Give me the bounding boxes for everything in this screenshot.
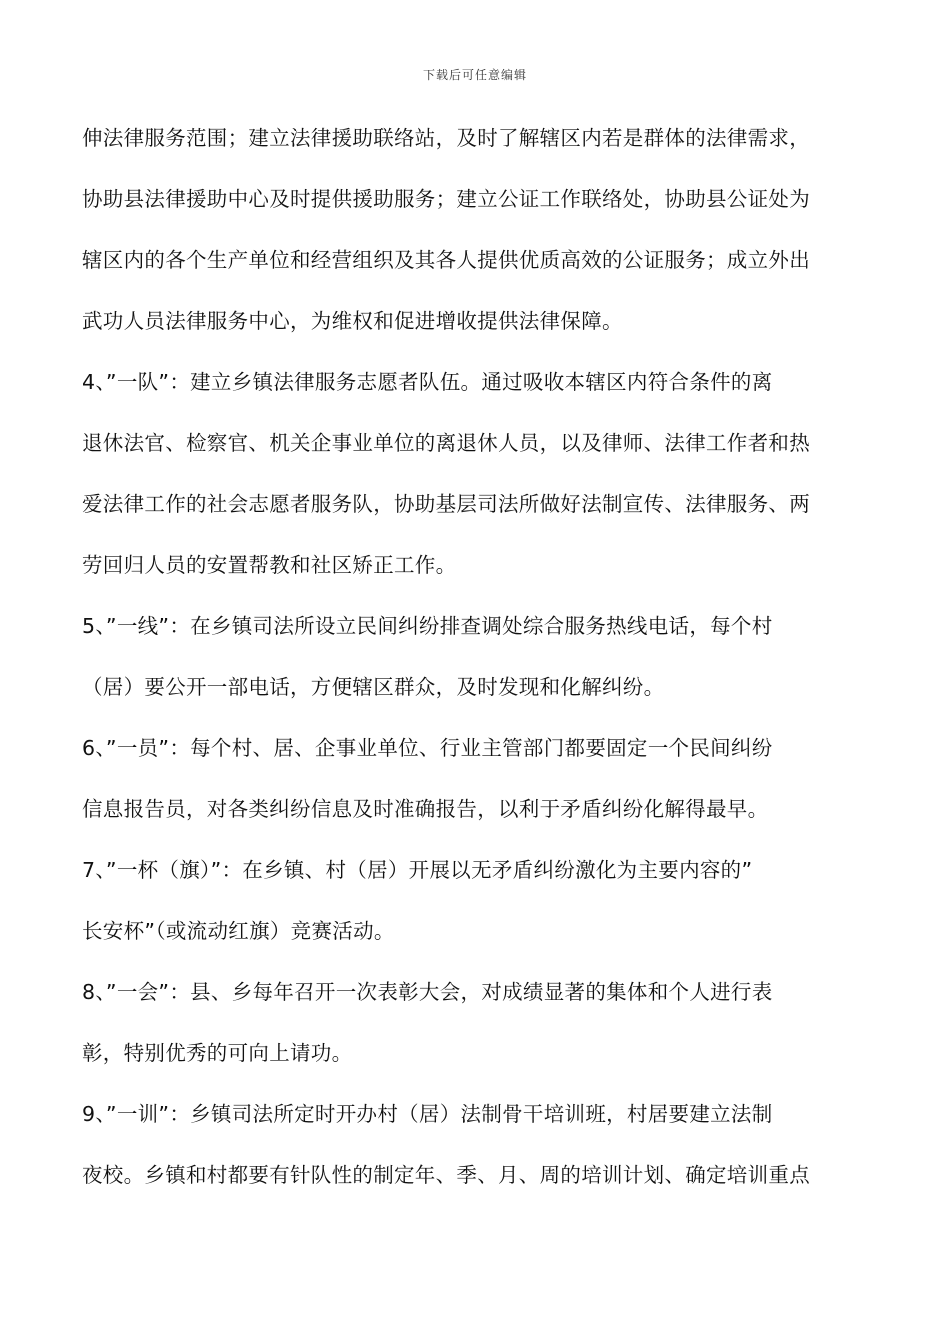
text-line: 伸法律服务范围；建立法律援助联络站，及时了解辖区内若是群体的法律需求， (82, 126, 810, 150)
text-line: 8、”一会”：县、乡每年召开一次表彰大会，对成绩显著的集体和个人进行表 (82, 980, 773, 1004)
text-line: 长安杯”（或流动红旗）竞赛活动。 (82, 919, 395, 943)
document-body (82, 116, 872, 1214)
text-line: 信息报告员，对各类纠纷信息及时准确报告，以利于矛盾纠纷化解得最早。 (82, 797, 769, 821)
text-line: 5、”一线”：在乡镇司法所设立民间纠纷排查调处综合服务热线电话，每个村 (82, 614, 773, 638)
text-line: 退休法官、检察官、机关企事业单位的离退休人员，以及律师、法律工作者和热 (82, 431, 810, 455)
text-line: 夜校。乡镇和村都要有针队性的制定年、季、月、周的培训计划、确定培训重点 (82, 1163, 810, 1187)
text-line: 4、”一队”：建立乡镇法律服务志愿者队伍。通过吸收本辖区内符合条件的离 (82, 370, 773, 394)
text-line: 辖区内的各个生产单位和经营组织及其各人提供优质高效的公证服务；成立外出 (82, 248, 810, 272)
text-line: （居）要公开一部电话，方便辖区群众，及时发现和化解纠纷。 (82, 675, 665, 699)
text-line: 劳回归人员的安置帮教和社区矫正工作。 (82, 553, 457, 577)
text-line: 武功人员法律服务中心，为维权和促进增收提供法律保障。 (82, 309, 623, 333)
text-line: 彰，特别优秀的可向上请功。 (82, 1041, 353, 1065)
text-line: 6、”一员”：每个村、居、企事业单位、行业主管部门都要固定一个民间纠纷 (82, 736, 773, 760)
text-line: 爱法律工作的社会志愿者服务队，协助基层司法所做好法制宣传、法律服务、两 (82, 492, 810, 516)
text-line: 9、”一训”：乡镇司法所定时开办村（居）法制骨干培训班，村居要建立法制 (82, 1102, 773, 1126)
text-line: 协助县法律援助中心及时提供援助服务；建立公证工作联络处，协助县公证处为 (82, 187, 810, 211)
page-header: 下载后可任意编辑 (422, 68, 527, 82)
text-line: 7、”一杯（旗）”：在乡镇、村（居）开展以无矛盾纠纷激化为主要内容的” (82, 858, 753, 882)
